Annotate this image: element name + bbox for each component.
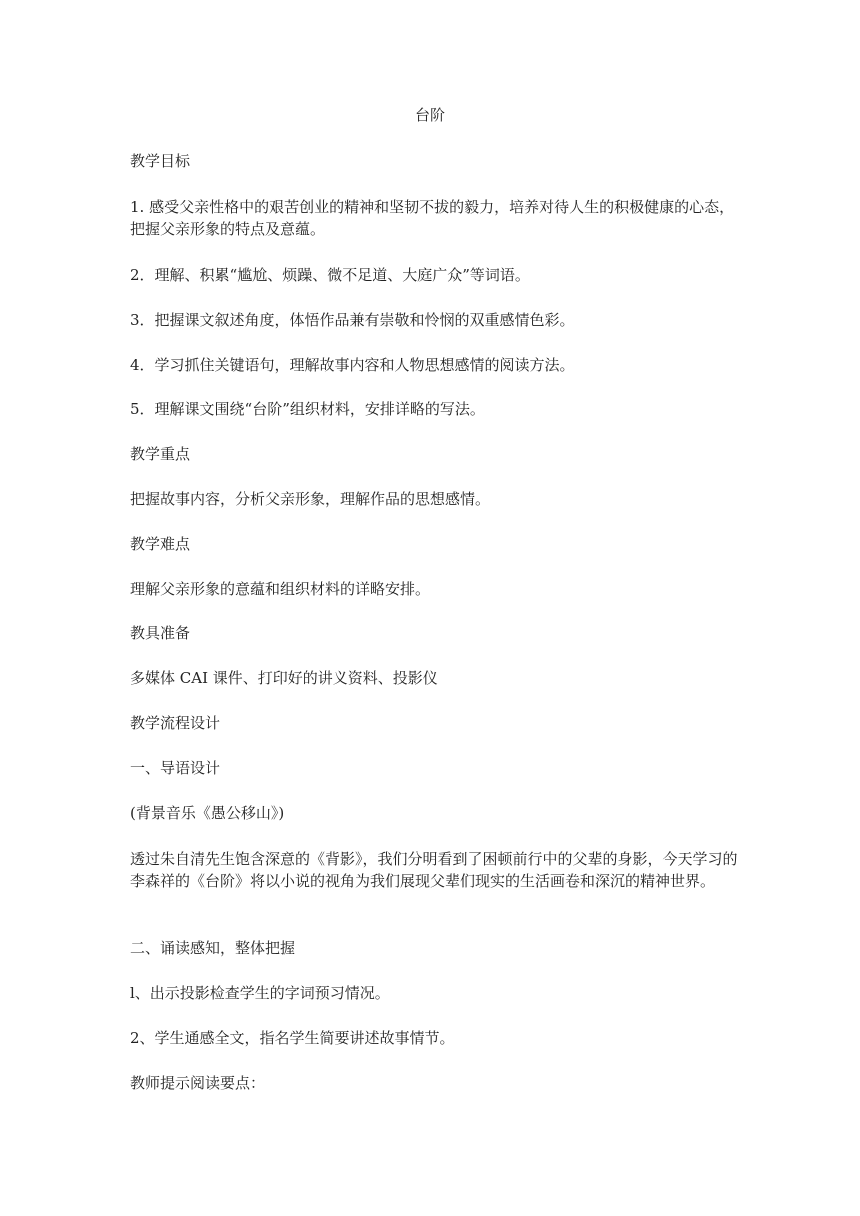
heading-process-design: 教学流程设计: [130, 714, 221, 732]
difficulties-text: 理解父亲形象的意蕴和组织材料的详略安排。: [130, 580, 431, 598]
background-music-note: (背景音乐《愚公移山》): [130, 804, 285, 822]
heading-difficulties: 教学难点: [130, 535, 191, 553]
goal-item-3: 3．把握课文叙述角度，体悟作品兼有崇敬和怜悯的双重感情色彩。: [130, 311, 575, 329]
section-intro-heading: 一、导语设计: [130, 759, 221, 777]
intro-paragraph: 透过朱自清先生饱含深意的《背影》，我们分明看到了困顿前行中的父辈的身影，今天学习的李森祥的《台阶》将以小说的视角为我们展现父辈们现实的生活画卷和深沉的精神世界。: [130, 850, 738, 890]
heading-teaching-goals: 教学目标: [130, 152, 191, 170]
goal-item-5: 5．理解课文围绕“台阶”组织材料，安排详略的写法。: [130, 400, 485, 418]
reading-tips-heading: 教师提示阅读要点：: [130, 1074, 266, 1092]
goal-item-2: 2．理解、积累“尴尬、烦躁、微不足道、大庭广众”等词语。: [130, 266, 530, 284]
reading-step-2: 2、学生通感全文，指名学生简要讲述故事情节。: [130, 1029, 455, 1047]
document-title: 台阶: [414, 106, 445, 124]
teaching-aids-text: 多媒体 CAI 课件、打印好的讲义资料、投影仪: [130, 669, 438, 687]
heading-teaching-aids: 教具准备: [130, 624, 191, 642]
section-reading-heading: 二、诵读感知，整体把握: [130, 939, 296, 957]
goal-item-1: 1. 感受父亲性格中的艰苦创业的精神和坚韧不拔的毅力，培养对待人生的积极健康的心态，把握父亲形象的特点及意蕴。: [130, 198, 735, 238]
heading-key-points: 教学重点: [130, 445, 191, 463]
reading-step-1: l、出示投影检查学生的字词预习情况。: [130, 984, 390, 1002]
goal-item-4: 4．学习抓住关键语句，理解故事内容和人物思想感情的阅读方法。: [130, 356, 575, 374]
key-points-text: 把握故事内容，分析父亲形象，理解作品的思想感情。: [130, 490, 491, 508]
